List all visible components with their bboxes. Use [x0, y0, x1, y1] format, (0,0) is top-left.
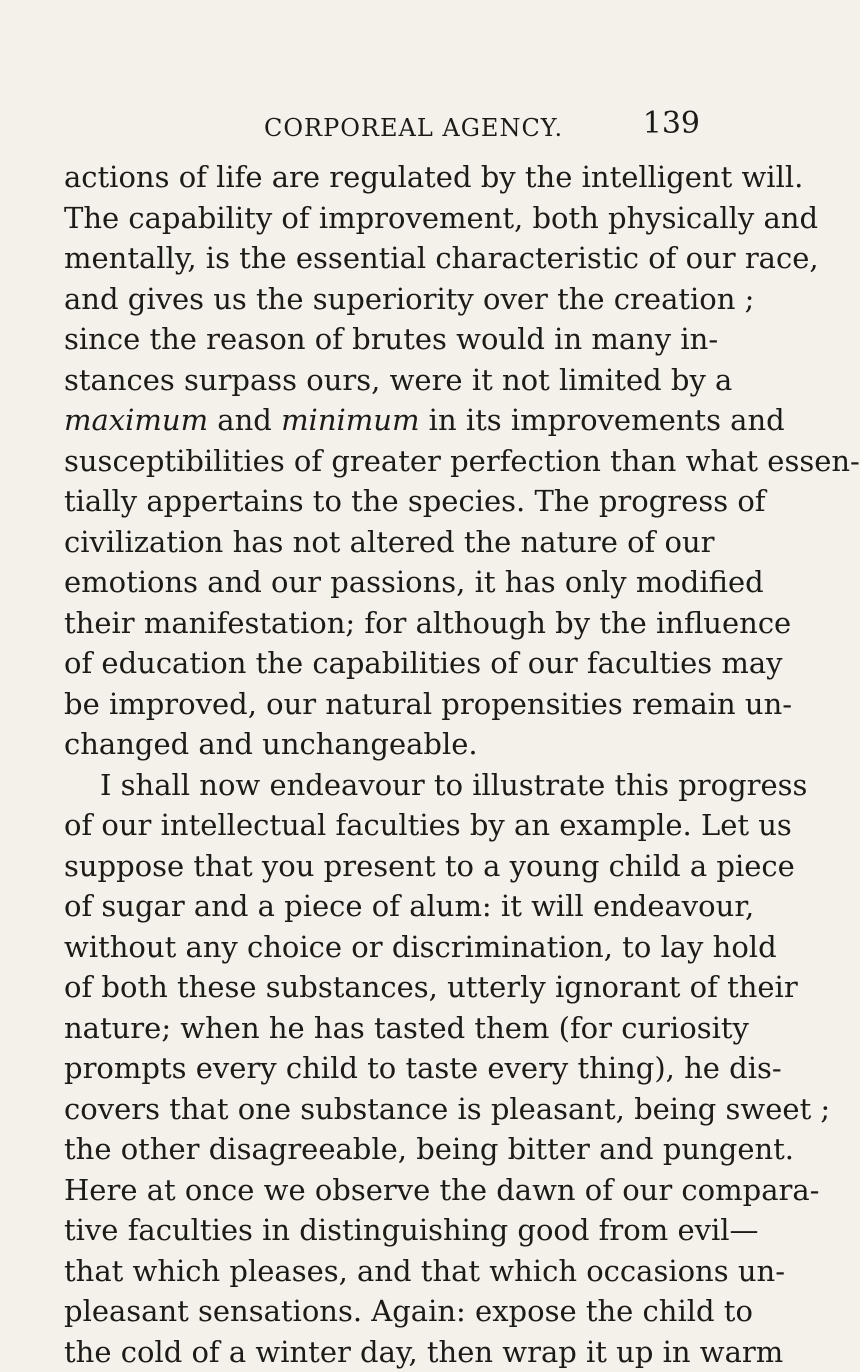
text-line: mentally, is the essential characteristic of our race,: [64, 241, 819, 275]
text-line: of both these substances, utterly ignorant of their: [64, 970, 798, 1004]
text-line: susceptibilities of greater perfection than what essen-: [64, 443, 860, 478]
text-line: the cold of a winter day, then wrap it up in warm: [64, 1334, 784, 1369]
text-line-italic: [64, 400, 785, 441]
text-line: covers that one substance is pleasant, being sweet ;: [64, 1091, 831, 1126]
italic-word: minimum: [281, 403, 420, 437]
text-line: civilization has not altered the nature of our: [64, 524, 715, 559]
text-line: The capability of improvement, both physically and: [64, 200, 819, 235]
text-line: and gives us the superiority over the creation ;: [64, 281, 755, 316]
text-line: tive faculties in distinguishing good from evil—: [64, 1213, 759, 1247]
text-line: stances surpass ours, were it not limited by a: [64, 362, 733, 397]
text-line: nature; when he has tasted them (for curiosity: [64, 1010, 749, 1045]
text-line: emotions and our passions, it has only modified: [64, 565, 764, 599]
text-line: suppose that you present to a young child a piece: [64, 848, 795, 883]
text-line: be improved, our natural propensities remain un-: [64, 686, 793, 721]
text-line: without any choice or discrimination, to lay hold: [64, 929, 777, 964]
page-number: 139: [642, 106, 700, 141]
text-line: their manifestation; for although by the influence: [64, 605, 792, 640]
text-line: I shall now endeavour to illustrate this progress: [100, 767, 808, 802]
text-line: prompts every child to taste every thing), he dis-: [64, 1051, 782, 1085]
text-line: of sugar and a piece of alum: it will endeavour,: [64, 889, 755, 923]
text-fragment: and: [208, 403, 282, 437]
text-line: the other disagreeable, being bitter and pungent.: [64, 1132, 795, 1166]
text-fragment: in its improvements and: [419, 403, 785, 437]
text-line: pleasant sensations. Again: expose the child to: [64, 1294, 753, 1328]
text-line: since the reason of brutes would in many in-: [64, 322, 719, 356]
text-line: of our intellectual faculties by an example. Let us: [64, 808, 792, 842]
italic-word: maximum: [64, 403, 209, 437]
text-line: changed and unchangeable.: [64, 727, 478, 761]
text-line: Here at once we observe the dawn of our compara-: [64, 1172, 820, 1207]
text-line: tially appertains to the species. The progress of: [64, 484, 766, 518]
body-text: [64, 157, 860, 1372]
text-line: of education the capabilities of our faculties may: [64, 646, 783, 680]
running-title: CORPOREAL AGENCY.: [264, 114, 564, 142]
text-line: actions of life are regulated by the intelligent will.: [64, 160, 804, 194]
text-line: that which pleases, and that which occasions un-: [64, 1253, 785, 1288]
running-head: [64, 106, 700, 146]
